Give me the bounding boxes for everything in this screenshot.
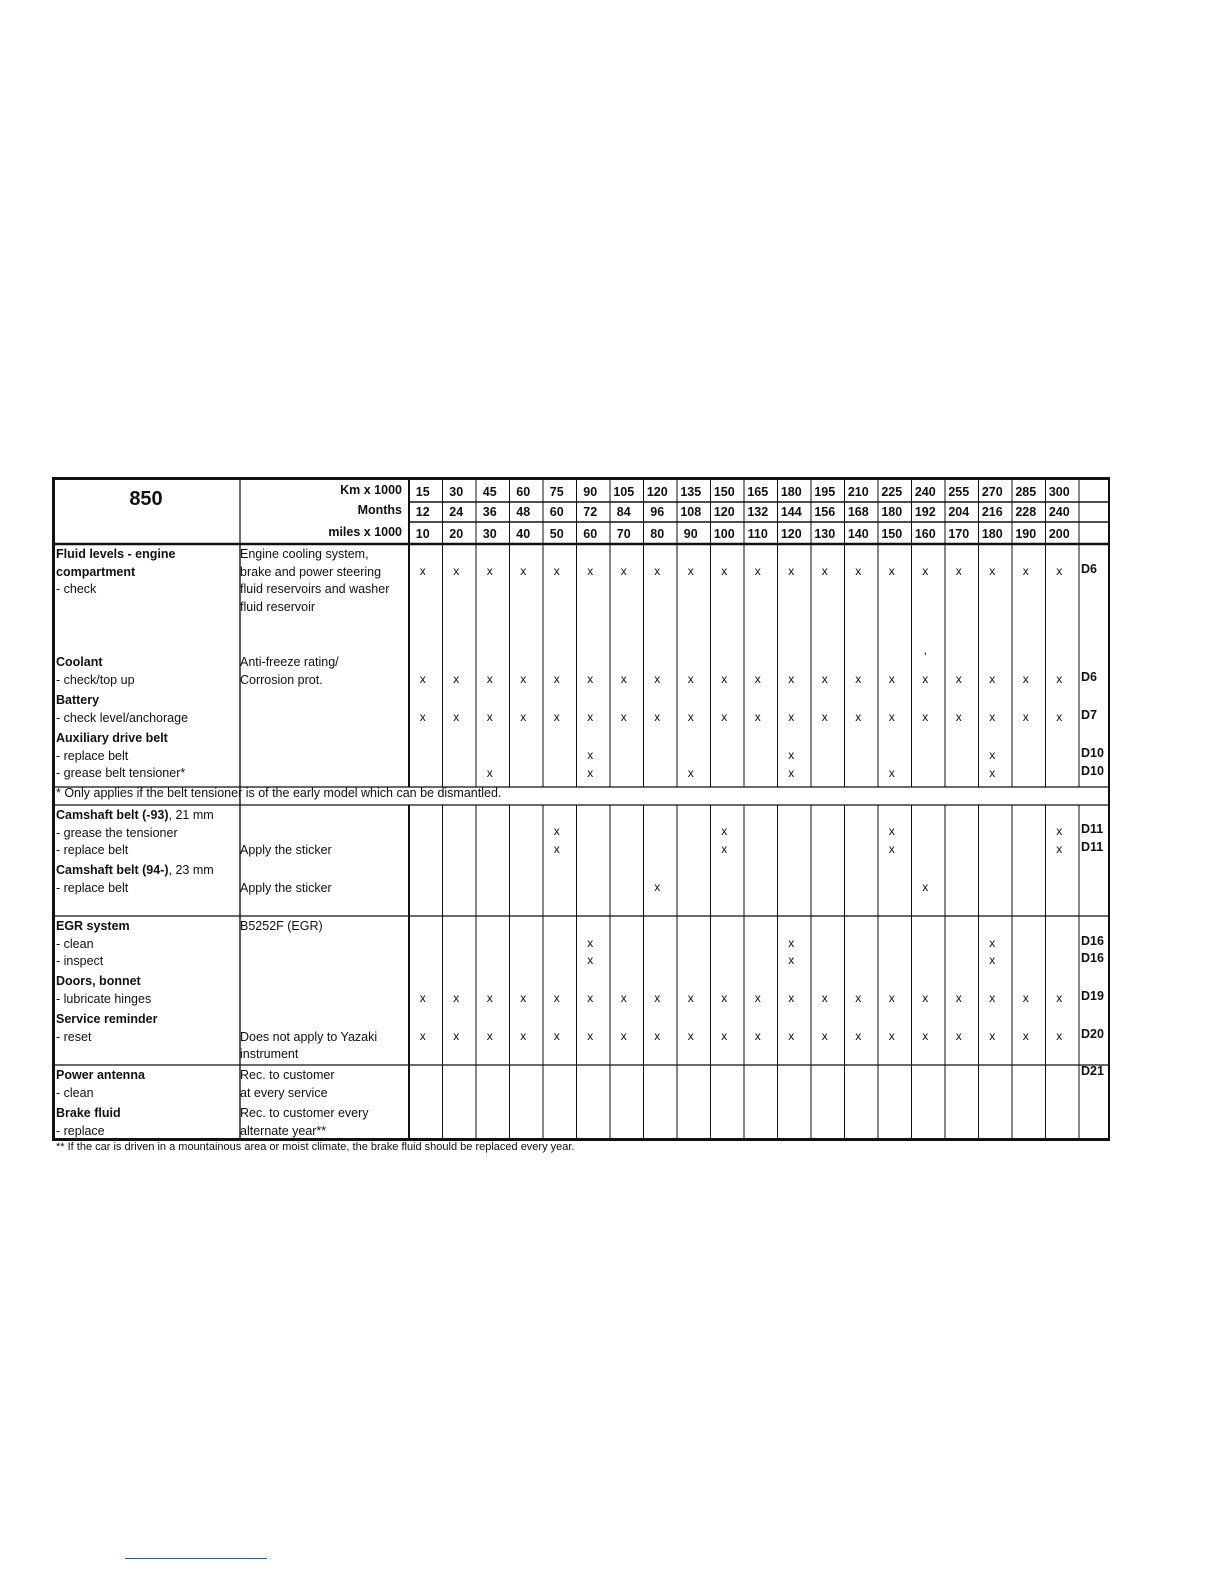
service-mark: x [654, 564, 661, 578]
service-mark: x [453, 672, 460, 686]
interval-miles-190: 190 [1015, 527, 1037, 541]
item-title-bold: Camshaft belt (-93) [56, 808, 169, 822]
item-sub: - lubricate hinges [56, 991, 152, 1006]
interval-months-240: 240 [1048, 505, 1070, 519]
interval-months-156: 156 [814, 505, 836, 519]
reference-code: D20 [1081, 1027, 1104, 1041]
service-mark: x [821, 710, 828, 724]
service-mark: x [553, 672, 560, 686]
service-mark: x [888, 710, 895, 724]
service-mark: x [587, 672, 594, 686]
interval-months-168: 168 [847, 505, 869, 519]
item-note: Does not apply to Yazaki [240, 1029, 378, 1044]
interval-miles-70: 70 [616, 527, 631, 541]
reference-code: D10 [1081, 764, 1104, 778]
service-mark: x [620, 991, 627, 1005]
interval-km-165: 165 [747, 485, 769, 499]
interval-km-45: 45 [482, 485, 497, 499]
service-mark: x [687, 991, 694, 1005]
service-mark: x [654, 880, 661, 894]
interval-km-150: 150 [713, 485, 735, 499]
item-title: EGR system [56, 919, 130, 933]
service-mark: x [989, 953, 996, 967]
service-mark: x [922, 1029, 929, 1043]
service-mark: x [754, 564, 761, 578]
service-mark: x [788, 710, 795, 724]
interval-miles-80: 80 [650, 527, 665, 541]
interval-km-120: 120 [646, 485, 668, 499]
interval-miles-60: 60 [583, 527, 598, 541]
interval-months-108: 108 [680, 505, 702, 519]
interval-km-30: 30 [449, 485, 464, 499]
service-mark: x [553, 564, 560, 578]
service-mark: x [587, 766, 594, 780]
interval-months-48: 48 [516, 505, 531, 519]
service-mark: x [888, 1029, 895, 1043]
service-mark: x [654, 991, 661, 1005]
service-mark: x [687, 710, 694, 724]
service-mark: x [788, 672, 795, 686]
item-sub: - clean [56, 936, 94, 951]
service-mark: x [486, 710, 493, 724]
item-note: at every service [240, 1085, 328, 1100]
service-mark: x [687, 1029, 694, 1043]
interval-miles-50: 50 [549, 527, 564, 541]
header-row-label: miles x 1000 [328, 525, 402, 539]
service-mark: x [687, 672, 694, 686]
item-sub: - check level/anchorage [56, 710, 189, 725]
item-note: alternate year** [240, 1123, 327, 1138]
service-mark: x [687, 564, 694, 578]
interval-miles-10: 10 [415, 527, 430, 541]
service-mark: x [955, 710, 962, 724]
service-mark: x [1056, 1029, 1063, 1043]
service-mark: x [1022, 710, 1029, 724]
service-mark: x [1056, 672, 1063, 686]
service-mark: x [955, 564, 962, 578]
service-mark: x [419, 564, 426, 578]
interval-months-132: 132 [747, 505, 769, 519]
item-title: Coolant [56, 655, 103, 669]
service-mark: x [486, 672, 493, 686]
service-mark: x [888, 564, 895, 578]
interval-miles-100: 100 [713, 527, 735, 541]
service-mark: x [989, 672, 996, 686]
service-mark: x [821, 672, 828, 686]
service-mark: x [989, 748, 996, 762]
service-mark: x [1056, 824, 1063, 838]
service-mark: x [520, 672, 527, 686]
reference-code: D11 [1081, 840, 1104, 854]
interval-miles-120: 120 [780, 527, 802, 541]
service-mark: x [788, 748, 795, 762]
service-mark: x [654, 672, 661, 686]
service-mark: x [687, 766, 694, 780]
service-mark: x [453, 1029, 460, 1043]
service-mark: x [821, 1029, 828, 1043]
interval-miles-20: 20 [449, 527, 464, 541]
item-title-bold: Camshaft belt (94-) [56, 863, 169, 877]
service-mark: x [989, 710, 996, 724]
service-mark: x [754, 991, 761, 1005]
service-mark: x [620, 710, 627, 724]
service-mark: x [855, 672, 862, 686]
item-sub: - replace belt [56, 843, 129, 857]
service-mark: x [453, 564, 460, 578]
item-note: Rec. to customer every [240, 1106, 369, 1120]
service-mark: x [888, 991, 895, 1005]
service-mark: x [888, 842, 895, 856]
interval-km-225: 225 [881, 485, 903, 499]
service-mark: x [587, 1029, 594, 1043]
interval-miles-160: 160 [914, 527, 936, 541]
item-note: Apply the sticker [240, 880, 332, 895]
item-title: Doors, bonnet [56, 974, 141, 988]
item-note: Anti-freeze rating/ [240, 655, 339, 669]
interval-miles-90: 90 [683, 527, 698, 541]
service-mark: x [587, 564, 594, 578]
service-mark: x [855, 991, 862, 1005]
interval-miles-150: 150 [881, 527, 903, 541]
service-mark: x [922, 710, 929, 724]
interval-months-36: 36 [482, 505, 497, 519]
service-mark: x [1056, 842, 1063, 856]
item-sub: - grease belt tensioner* [56, 766, 186, 780]
interval-miles-170: 170 [948, 527, 970, 541]
service-mark: x [486, 564, 493, 578]
service-mark: x [721, 564, 728, 578]
item-sub: - replace belt [56, 748, 129, 763]
interval-miles-180: 180 [981, 527, 1003, 541]
service-mark: x [821, 564, 828, 578]
item-sub: - grease the tensioner [56, 825, 178, 840]
item-title [56, 807, 214, 825]
interval-km-270: 270 [981, 485, 1003, 499]
service-mark: x [587, 748, 594, 762]
interval-km-60: 60 [516, 485, 531, 499]
interval-months-60: 60 [549, 505, 564, 519]
interval-km-300: 300 [1048, 485, 1070, 499]
interval-months-192: 192 [914, 505, 936, 519]
interval-km-15: 15 [415, 485, 430, 499]
reference-code: D21 [1081, 1064, 1104, 1078]
service-mark: x [1022, 1029, 1029, 1043]
item-note: fluid reservoir [240, 599, 316, 614]
service-mark: x [721, 710, 728, 724]
service-mark: x [486, 766, 493, 780]
interval-miles-40: 40 [516, 527, 531, 541]
interval-months-180: 180 [881, 505, 903, 519]
service-mark: x [855, 710, 862, 724]
header-row-label: Km x 1000 [340, 483, 402, 497]
item-title-suffix: , 23 mm [168, 863, 214, 877]
interval-months-216: 216 [981, 505, 1003, 519]
service-mark: x [1056, 991, 1063, 1005]
service-mark: x [721, 1029, 728, 1043]
service-mark: x [620, 1029, 627, 1043]
item-title: compartment [56, 564, 136, 579]
item-title: Service reminder [56, 1012, 158, 1026]
item-note: Rec. to customer [240, 1068, 335, 1082]
service-mark: x [855, 564, 862, 578]
service-mark: x [989, 936, 996, 950]
interval-miles-130: 130 [814, 527, 836, 541]
interval-km-195: 195 [814, 485, 836, 499]
interval-months-72: 72 [583, 505, 598, 519]
service-mark: x [888, 766, 895, 780]
reference-code: D16 [1081, 934, 1104, 948]
item-title: Battery [56, 693, 100, 707]
item-title [56, 862, 214, 880]
item-sub: - clean [56, 1085, 94, 1100]
service-mark: x [855, 1029, 862, 1043]
service-mark: x [955, 991, 962, 1005]
service-mark: x [419, 710, 426, 724]
service-mark: x [721, 991, 728, 1005]
service-mark: x [888, 824, 895, 838]
interval-km-285: 285 [1015, 485, 1037, 499]
service-mark: x [654, 710, 661, 724]
service-mark: x [1056, 564, 1063, 578]
item-sub: - reset [56, 1029, 92, 1044]
interval-km-240: 240 [914, 485, 936, 499]
interval-miles-200: 200 [1048, 527, 1070, 541]
header-row-label: Months [357, 503, 402, 517]
item-title: Power antenna [56, 1068, 145, 1082]
item-title: Fluid levels - engine [56, 547, 176, 561]
service-mark: x [620, 564, 627, 578]
service-mark: x [888, 672, 895, 686]
service-mark: x [754, 1029, 761, 1043]
item-note: B5252F (EGR) [240, 919, 323, 933]
service-mark: x [821, 991, 828, 1005]
service-mark: x [922, 564, 929, 578]
service-mark: x [788, 766, 795, 780]
service-mark: x [989, 766, 996, 780]
reference-code: D7 [1081, 708, 1097, 722]
model-number: 850 [129, 488, 163, 510]
service-mark: x [453, 991, 460, 1005]
item-note: instrument [240, 1047, 299, 1061]
service-mark: x [520, 564, 527, 578]
inline-footnote: * Only applies if the belt tensioner is of the early model which can be dismantled. [56, 786, 502, 800]
item-sub: - inspect [56, 954, 104, 968]
interval-months-144: 144 [780, 505, 802, 519]
interval-km-90: 90 [583, 485, 598, 499]
reference-code: D6 [1081, 670, 1097, 684]
service-mark: x [788, 991, 795, 1005]
item-title-suffix: , 21 mm [168, 808, 214, 822]
service-mark: x [654, 1029, 661, 1043]
interval-months-120: 120 [713, 505, 735, 519]
reference-code: D6 [1081, 562, 1097, 576]
item-sub: - check [56, 582, 97, 596]
service-mark: x [721, 824, 728, 838]
interval-months-96: 96 [650, 505, 665, 519]
service-mark: x [989, 564, 996, 578]
service-mark: x [1022, 991, 1029, 1005]
interval-months-204: 204 [948, 505, 970, 519]
service-mark: x [587, 936, 594, 950]
service-mark: x [922, 672, 929, 686]
service-mark: x [788, 1029, 795, 1043]
service-mark: x [922, 880, 929, 894]
interval-km-105: 105 [613, 485, 635, 499]
page-link-underline [125, 1558, 267, 1559]
interval-km-255: 255 [948, 485, 970, 499]
service-mark: x [788, 953, 795, 967]
stray-mark: ' [924, 650, 927, 664]
service-mark: x [587, 953, 594, 967]
service-mark: x [989, 991, 996, 1005]
service-mark: x [1022, 564, 1029, 578]
item-sub: - replace [56, 1123, 105, 1138]
interval-miles-110: 110 [747, 527, 768, 541]
item-title: Brake fluid [56, 1106, 121, 1120]
item-note: Corrosion prot. [240, 672, 323, 687]
interval-months-228: 228 [1015, 505, 1037, 519]
interval-km-135: 135 [680, 485, 702, 499]
service-mark: x [587, 710, 594, 724]
service-mark: x [1056, 710, 1063, 724]
service-mark: x [419, 672, 426, 686]
item-sub: - check/top up [56, 672, 135, 687]
service-mark: x [754, 710, 761, 724]
service-mark: x [553, 991, 560, 1005]
service-mark: x [419, 1029, 426, 1043]
service-mark: x [520, 991, 527, 1005]
service-mark: x [520, 710, 527, 724]
item-note: fluid reservoirs and washer [240, 582, 390, 596]
interval-months-84: 84 [616, 505, 631, 519]
item-note: Engine cooling system, [240, 547, 369, 561]
interval-km-180: 180 [780, 485, 802, 499]
service-mark: x [788, 564, 795, 578]
reference-code: D16 [1081, 951, 1104, 965]
service-mark: x [486, 1029, 493, 1043]
service-mark: x [721, 842, 728, 856]
service-mark: x [553, 842, 560, 856]
interval-km-75: 75 [549, 485, 564, 499]
reference-code: D10 [1081, 746, 1104, 760]
service-mark: x [553, 1029, 560, 1043]
interval-miles-30: 30 [482, 527, 497, 541]
service-mark: x [520, 1029, 527, 1043]
service-mark: x [721, 672, 728, 686]
service-mark: x [486, 991, 493, 1005]
service-mark: x [1022, 672, 1029, 686]
reference-code: D11 [1081, 822, 1104, 836]
item-note: Apply the sticker [240, 843, 332, 857]
service-mark: x [553, 824, 560, 838]
service-mark: x [453, 710, 460, 724]
service-mark: x [922, 991, 929, 1005]
interval-months-12: 12 [415, 505, 430, 519]
service-mark: x [620, 672, 627, 686]
service-mark: x [553, 710, 560, 724]
footnote: ** If the car is driven in a mountainous area or moist climate, the brake fluid should be replaced every year. [56, 1141, 575, 1153]
item-title: Auxiliary drive belt [56, 731, 168, 745]
interval-km-210: 210 [847, 485, 869, 499]
service-mark: x [587, 991, 594, 1005]
service-mark: x [989, 1029, 996, 1043]
service-mark: x [788, 936, 795, 950]
item-sub: - replace belt [56, 880, 129, 895]
service-mark: x [419, 991, 426, 1005]
service-mark: x [955, 1029, 962, 1043]
service-mark: x [754, 672, 761, 686]
reference-code: D19 [1081, 989, 1104, 1003]
service-mark: x [955, 672, 962, 686]
interval-miles-140: 140 [847, 527, 869, 541]
interval-months-24: 24 [449, 505, 464, 519]
item-note: brake and power steering [240, 564, 382, 579]
